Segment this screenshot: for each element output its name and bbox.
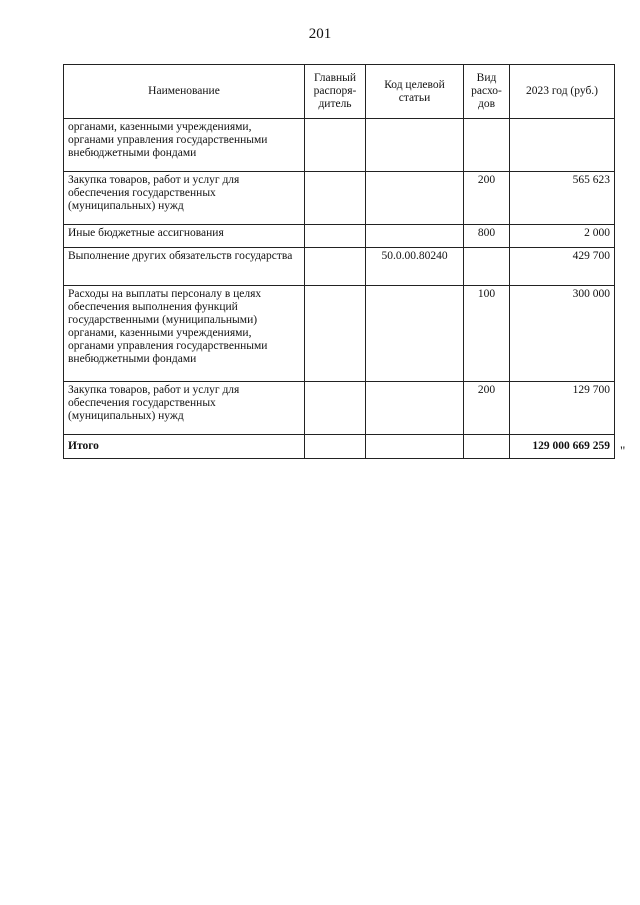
cell-vid xyxy=(464,435,510,459)
cell-code: 50.0.00.80240 xyxy=(366,248,464,286)
cell-grbs xyxy=(305,435,366,459)
table-row xyxy=(64,248,615,286)
cell-code xyxy=(366,225,464,248)
table-row xyxy=(64,172,615,225)
cell-vid xyxy=(464,248,510,286)
table-header-row xyxy=(64,65,615,119)
cell-sum: 300 000 xyxy=(510,286,615,382)
table-row xyxy=(64,225,615,248)
header-code: Код целевой статьи xyxy=(366,65,464,119)
cell-code xyxy=(366,119,464,172)
cell-vid: 200 xyxy=(464,382,510,435)
cell-sum: 429 700 xyxy=(510,248,615,286)
cell-grbs xyxy=(305,119,366,172)
cell-vid: 800 xyxy=(464,225,510,248)
cell-name: Выполнение других обязательств государства xyxy=(64,248,305,286)
cell-name: Закупка товаров, работ и услуг для обеспечения государственных (муниципальных) нужд xyxy=(64,382,305,435)
cell-sum: 2 000 xyxy=(510,225,615,248)
total-label: Итого xyxy=(64,435,305,459)
cell-name: органами, казенными учреждениями, органами управления государственными внебюджетными фондами xyxy=(64,119,305,172)
cell-grbs xyxy=(305,172,366,225)
cell-sum: 129 700 xyxy=(510,382,615,435)
cell-vid xyxy=(464,119,510,172)
cell-code xyxy=(366,382,464,435)
header-grbs: Главный распоря-дитель xyxy=(305,65,366,119)
budget-table xyxy=(63,64,615,459)
cell-code xyxy=(366,435,464,459)
header-sum: 2023 год (руб.) xyxy=(510,65,615,119)
cell-grbs xyxy=(305,382,366,435)
total-row xyxy=(64,435,615,459)
cell-vid: 100 xyxy=(464,286,510,382)
closing-quote: " xyxy=(620,443,626,458)
header-vid: Вид расхо-дов xyxy=(464,65,510,119)
page-number: 201 xyxy=(308,26,332,42)
cell-name: Иные бюджетные ассигнования xyxy=(64,225,305,248)
cell-grbs xyxy=(305,248,366,286)
cell-vid: 200 xyxy=(464,172,510,225)
cell-code xyxy=(366,286,464,382)
table-row xyxy=(64,382,615,435)
cell-name: Расходы на выплаты персоналу в целях обеспечения выполнения функций государственными (муниципальными) органами, казенными учреждениями, органами управления государственными внебюджетными фондами xyxy=(64,286,305,382)
cell-name: Закупка товаров, работ и услуг для обеспечения государственных (муниципальных) нужд xyxy=(64,172,305,225)
header-name: Наименование xyxy=(64,65,305,119)
cell-sum: 565 623 xyxy=(510,172,615,225)
table-row xyxy=(64,119,615,172)
table-row xyxy=(64,286,615,382)
total-sum: 129 000 669 259 xyxy=(510,435,615,459)
cell-grbs xyxy=(305,225,366,248)
cell-code xyxy=(366,172,464,225)
cell-sum xyxy=(510,119,615,172)
cell-grbs xyxy=(305,286,366,382)
